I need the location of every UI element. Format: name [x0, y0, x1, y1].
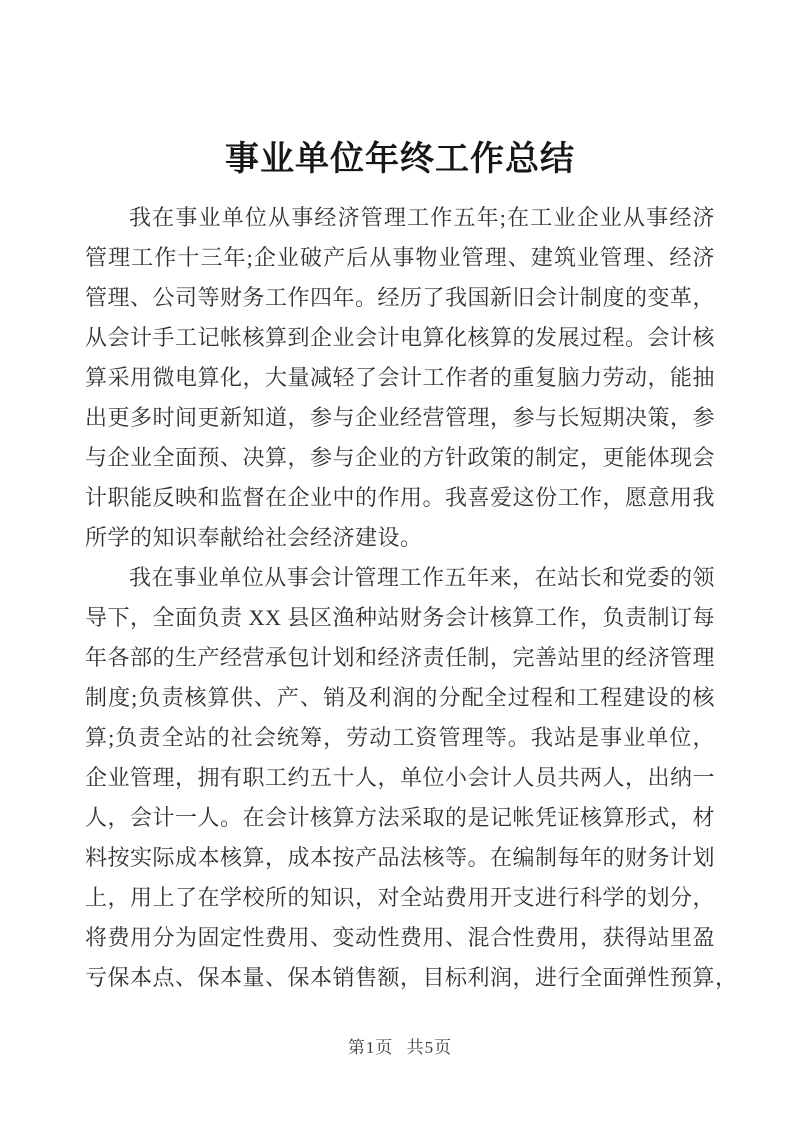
text-line: 上，用上了在学校所的知识，对全站费用开支进行科学的划分，	[85, 885, 716, 910]
text-line: 与企业全面预、决算，参与企业的方针政策的制定，更能体现会	[85, 445, 716, 470]
text-line: 亏保本点、保本量、保本销售额，目标利润，进行全面弹性预算，	[85, 965, 738, 990]
text-line: 年各部的生产经营承包计划和经济责任制，完善站里的经济管理	[85, 645, 716, 670]
text-line: 从会计手工记帐核算到企业会计电算化核算的发展过程。会计核	[85, 325, 716, 350]
text-line: 出更多时间更新知道，参与企业经营管理，参与长短期决策，参	[85, 405, 716, 430]
text-line: 所学的知识奉献给社会经济建设。	[85, 525, 423, 550]
text-line: 算采用微电算化，大量减轻了会计工作者的重复脑力劳动，能抽	[85, 365, 716, 390]
text-line: 管理、公司等财务工作四年。经历了我国新旧会计制度的变革，	[85, 285, 716, 310]
text-line: 我在事业单位从事会计管理工作五年来，在站长和党委的领	[129, 565, 715, 590]
text-line: 导下，全面负责 XX 县区渔种站财务会计核算工作，负责制订每	[85, 605, 715, 630]
text-line: 人，会计一人。在会计核算方法采取的是记帐凭证核算形式，材	[85, 805, 716, 830]
paragraph	[85, 558, 738, 998]
paragraph	[85, 198, 715, 558]
page-footer	[0, 1036, 800, 1060]
document-title: 事业单位年终工作总结	[225, 141, 575, 178]
text-line: 企业管理，拥有职工约五十人，单位小会计人员共两人，出纳一	[85, 765, 716, 790]
text-line: 计职能反映和监督在企业中的作用。我喜爱这份工作，愿意用我	[85, 485, 716, 510]
text-line: 将费用分为固定性费用、变动性费用、混合性费用，获得站里盈	[85, 925, 716, 950]
document-body	[85, 198, 738, 998]
text-line: 管理工作十三年;企业破产后从事物业管理、建筑业管理、经济	[85, 245, 715, 270]
text-line: 算;负责全站的社会统筹，劳动工资管理等。我站是事业单位，	[85, 725, 715, 750]
text-line: 制度;负责核算供、产、销及利润的分配全过程和工程建设的核	[85, 685, 715, 710]
page-number-indicator: 第1页 共5页	[347, 1038, 453, 1057]
text-line: 料按实际成本核算，成本按产品法核等。在编制每年的财务计划	[85, 845, 716, 870]
text-line: 我在事业单位从事经济管理工作五年;在工业企业从事经济	[129, 205, 715, 230]
